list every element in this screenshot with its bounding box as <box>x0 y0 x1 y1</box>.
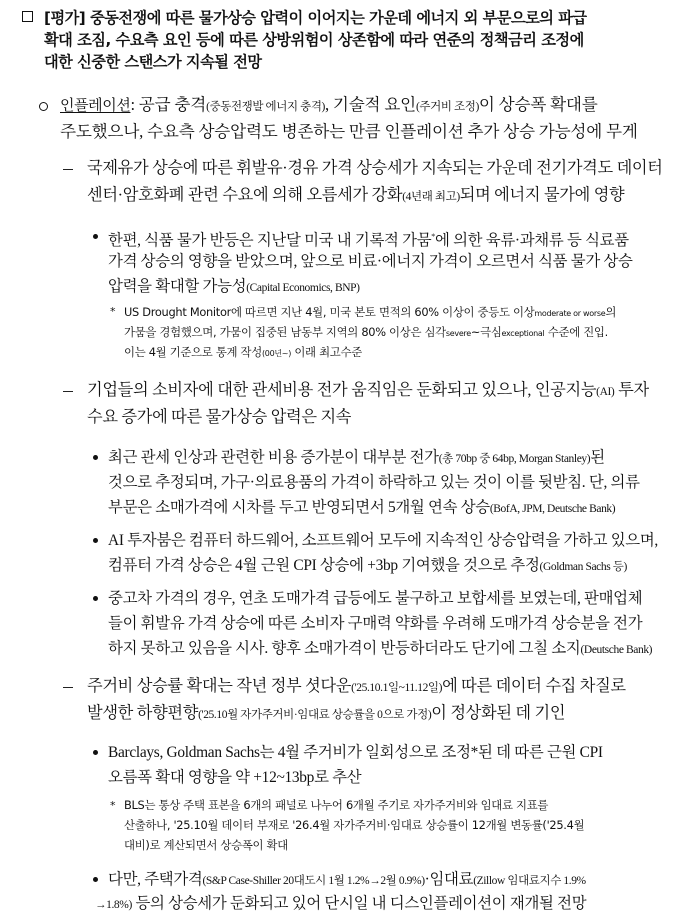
tariff-line-1 <box>87 377 649 406</box>
text-span: : 공급 충격 <box>130 95 207 114</box>
footnote-marker: * <box>431 232 435 241</box>
text-span: (Deutsche Bank) <box>580 644 653 656</box>
text-span: US Drought Monitor에 따르면 지난 4월, 미국 본토 면적의 60% 이상이 중등도 이상 <box>124 305 535 319</box>
text-span: ('25.10.1일~11.12일) <box>351 682 443 694</box>
text-span: 센터·암호화폐 관련 수요에 의해 오름세가 강화 <box>87 186 403 204</box>
headline-line: [평가] 중동전쟁에 따른 물가상승 압력이 이어지는 가운데 에너지 외 부문으로의 파급 <box>44 9 587 27</box>
headline-line: 확대 조짐, 수요측 요인 등에 따른 상방위험이 상존함에 따라 연준의 정책금리 조정에 <box>44 31 584 49</box>
text-span: (총 70bp 중 64bp, Morgan Stanley) <box>438 453 591 465</box>
text-span: (BofA, JPM, Deutsche Bank) <box>489 503 616 515</box>
tariff-b3-line-1: 중고차 가격의 경우, 연초 도매가격 급등에도 불구하고 보합세를 보였는데, 판매업체 <box>108 590 643 607</box>
dot-bullet-icon <box>93 455 98 460</box>
housing-line-1 <box>87 673 626 702</box>
text-span: (주거비 조정) <box>416 101 479 113</box>
text-span: 투자 <box>614 381 649 399</box>
text-span: 등의 상승세가 둔화되고 있어 단시일 내 디스인플레이션이 재개될 전망 <box>131 895 587 912</box>
text-span: 기업들의 소비자에 대한 관세비용 전가 움직임은 둔화되고 있으나, 인공지능 <box>87 381 597 399</box>
text-span: (S&P Case-Shiller 20대도시 1월 1.2%→2월 0.9%) <box>202 875 425 887</box>
text-span: 에 따른 데이터 수집 차질로 <box>442 677 626 695</box>
text-span: 이래 최고수준 <box>291 345 362 359</box>
housing-b2-line-2 <box>95 891 586 918</box>
tariff-b2-line-2 <box>108 553 627 580</box>
text-span: 다만, 주택가격 <box>108 871 203 888</box>
text-span: (Goldman Sachs 등) <box>539 561 627 573</box>
text-span: 부문은 소매가격에 시차를 두고 반영되면서 5개월 연속 상승 <box>108 499 490 516</box>
text-span: (Capital Economics, BNP) <box>246 282 360 294</box>
text-span: ('25.10월 자가주거비·임대료 상승률을 0으로 가정) <box>198 709 432 721</box>
drought-footnote-line-1 <box>124 302 616 324</box>
text-span: 된 <box>590 449 605 466</box>
housing-line-2 <box>87 700 565 729</box>
bls-footnote-line-2: 산출하나, '25.10월 데이터 부재로 '26.4월 자가주거비·임대료 상승률이 12개월 변동률('25.4월 <box>124 818 585 832</box>
text-span: 하지 못하고 있음을 시사. 향후 소매가격이 반등하더라도 단기에 그칠 소지 <box>108 640 581 657</box>
text-span: 의 <box>605 305 617 319</box>
dash-bullet-icon <box>63 391 73 392</box>
drought-footnote-line-3 <box>124 342 362 364</box>
text-span: 이 상승폭 확대를 <box>478 95 598 114</box>
inflation-line-1 <box>60 91 598 121</box>
tariff-b3-line-2: 들이 휘발유 가격 상승에 따른 소비자 구매력 약화를 우려해 도매가격 상승분을 전가 <box>108 615 643 632</box>
text-span: 가뭄을 경험했으며, 가뭄이 집중된 남동부 지역의 80% 이상은 심각 <box>124 325 446 339</box>
text-span: 한편, 식품 물가 반등은 지난달 미국 내 기록적 가뭄 <box>108 232 432 250</box>
text-span: 컴퓨터 가격 상승은 4월 근원 CPI 상승에 +3bp 기여했을 것으로 추정 <box>108 557 540 574</box>
text-span: severe <box>445 329 471 338</box>
dot-bullet-icon <box>93 750 98 755</box>
text-span: 이 정상화된 데 기인 <box>431 704 566 722</box>
text-span: (AI) <box>596 386 615 398</box>
headline-line: 대한 신중한 스탠스가 지속될 전망 <box>44 53 262 71</box>
text-span: (Zillow 임대료지수 1.9% <box>473 875 586 887</box>
text-span: ·임대료 <box>424 871 474 888</box>
housing-b1-line-2: 오름폭 확대 영향을 약 +12~13bp로 추산 <box>108 769 362 786</box>
text-span: (4년래 최고) <box>402 191 460 203</box>
food-line-3 <box>108 274 360 301</box>
text-span: →1.8%) <box>95 899 132 911</box>
dash-bullet-icon <box>63 169 73 170</box>
dot-bullet-icon <box>93 877 98 882</box>
text-span: 에 의한 육류·과채류 등 식료품 <box>434 232 629 250</box>
text-span: 최근 관세 인상과 관련한 비용 증가분이 대부분 전가 <box>108 449 439 466</box>
hollow-circle-bullet-icon <box>39 102 48 111</box>
housing-b1-line-1: Barclays, Goldman Sachs는 4월 주거비가 일회성으로 조정*된 데 따른 근원 CPI <box>108 744 603 761</box>
tariff-b1-line-3 <box>108 495 615 522</box>
text-span: exceptional <box>501 329 545 338</box>
dot-bullet-icon <box>93 596 98 601</box>
energy-line-2 <box>87 182 624 211</box>
inflation-label: 인플레이션 <box>60 96 131 114</box>
housing-b2-line-1 <box>108 867 586 894</box>
inflation-line-2: 주도했으나, 수요측 상승압력도 병존하는 만큼 인플레이션 추가 상승 가능성에 무게 <box>60 122 638 141</box>
checkbox-square-icon <box>22 11 33 22</box>
energy-line-1: 국제유가 상승에 따른 휘발유·경유 가격 상승세가 지속되는 가운데 전기가격도 데이터 <box>87 159 663 177</box>
text-span: 수준에 진입. <box>544 325 608 339</box>
text-span: moderate or worse <box>534 309 606 318</box>
bls-footnote-line-3: 대비)로 계산되면서 상승폭이 확대 <box>124 838 288 852</box>
text-span: (중동전쟁발 에너지 충격) <box>206 101 325 113</box>
text-span: , 기술적 요인 <box>325 95 416 114</box>
tariff-b1-line-2: 것으로 추정되며, 가구·의료용품의 가격이 하락하고 있는 것이 이를 뒷받침. 단, 의류 <box>108 474 640 491</box>
text-span: 압력을 확대할 가능성 <box>108 278 247 295</box>
text-span: 이는 4월 기준으로 통계 작성 <box>124 345 262 359</box>
text-span: 되며 에너지 물가에 영향 <box>459 186 625 204</box>
dash-bullet-icon <box>63 687 73 688</box>
food-line-2: 가격 상승의 영향을 받았으며, 앞으로 비료·에너지 가격이 오르면서 식품 물가 상승 <box>108 253 633 270</box>
text-span: ~극심 <box>470 325 502 339</box>
dot-bullet-icon <box>93 234 98 239</box>
text-span: 발생한 하향편향 <box>87 704 199 722</box>
drought-footnote-line-2 <box>124 322 608 344</box>
dot-bullet-icon <box>93 538 98 543</box>
tariff-line-2: 수요 증가에 따른 물가상승 압력은 지속 <box>87 408 352 426</box>
asterisk-icon: * <box>110 305 116 318</box>
text-span: 주거비 상승률 확대는 작년 정부 셧다운 <box>87 677 352 695</box>
bls-footnote-line-1: BLS는 통상 주택 표본을 6개의 패널로 나누어 6개월 주기로 자가주거비와 임대료 지표를 <box>124 798 549 812</box>
headline-text <box>44 7 692 73</box>
tariff-b1-line-1 <box>108 445 605 472</box>
text-span: (00년~) <box>261 349 292 358</box>
tariff-b3-line-3 <box>108 636 652 663</box>
tariff-b2-line-1: AI 투자붐은 컴퓨터 하드웨어, 소프트웨어 모두에 지속적인 상승압력을 가하고 있으며, <box>108 532 658 549</box>
asterisk-icon: * <box>110 799 116 812</box>
